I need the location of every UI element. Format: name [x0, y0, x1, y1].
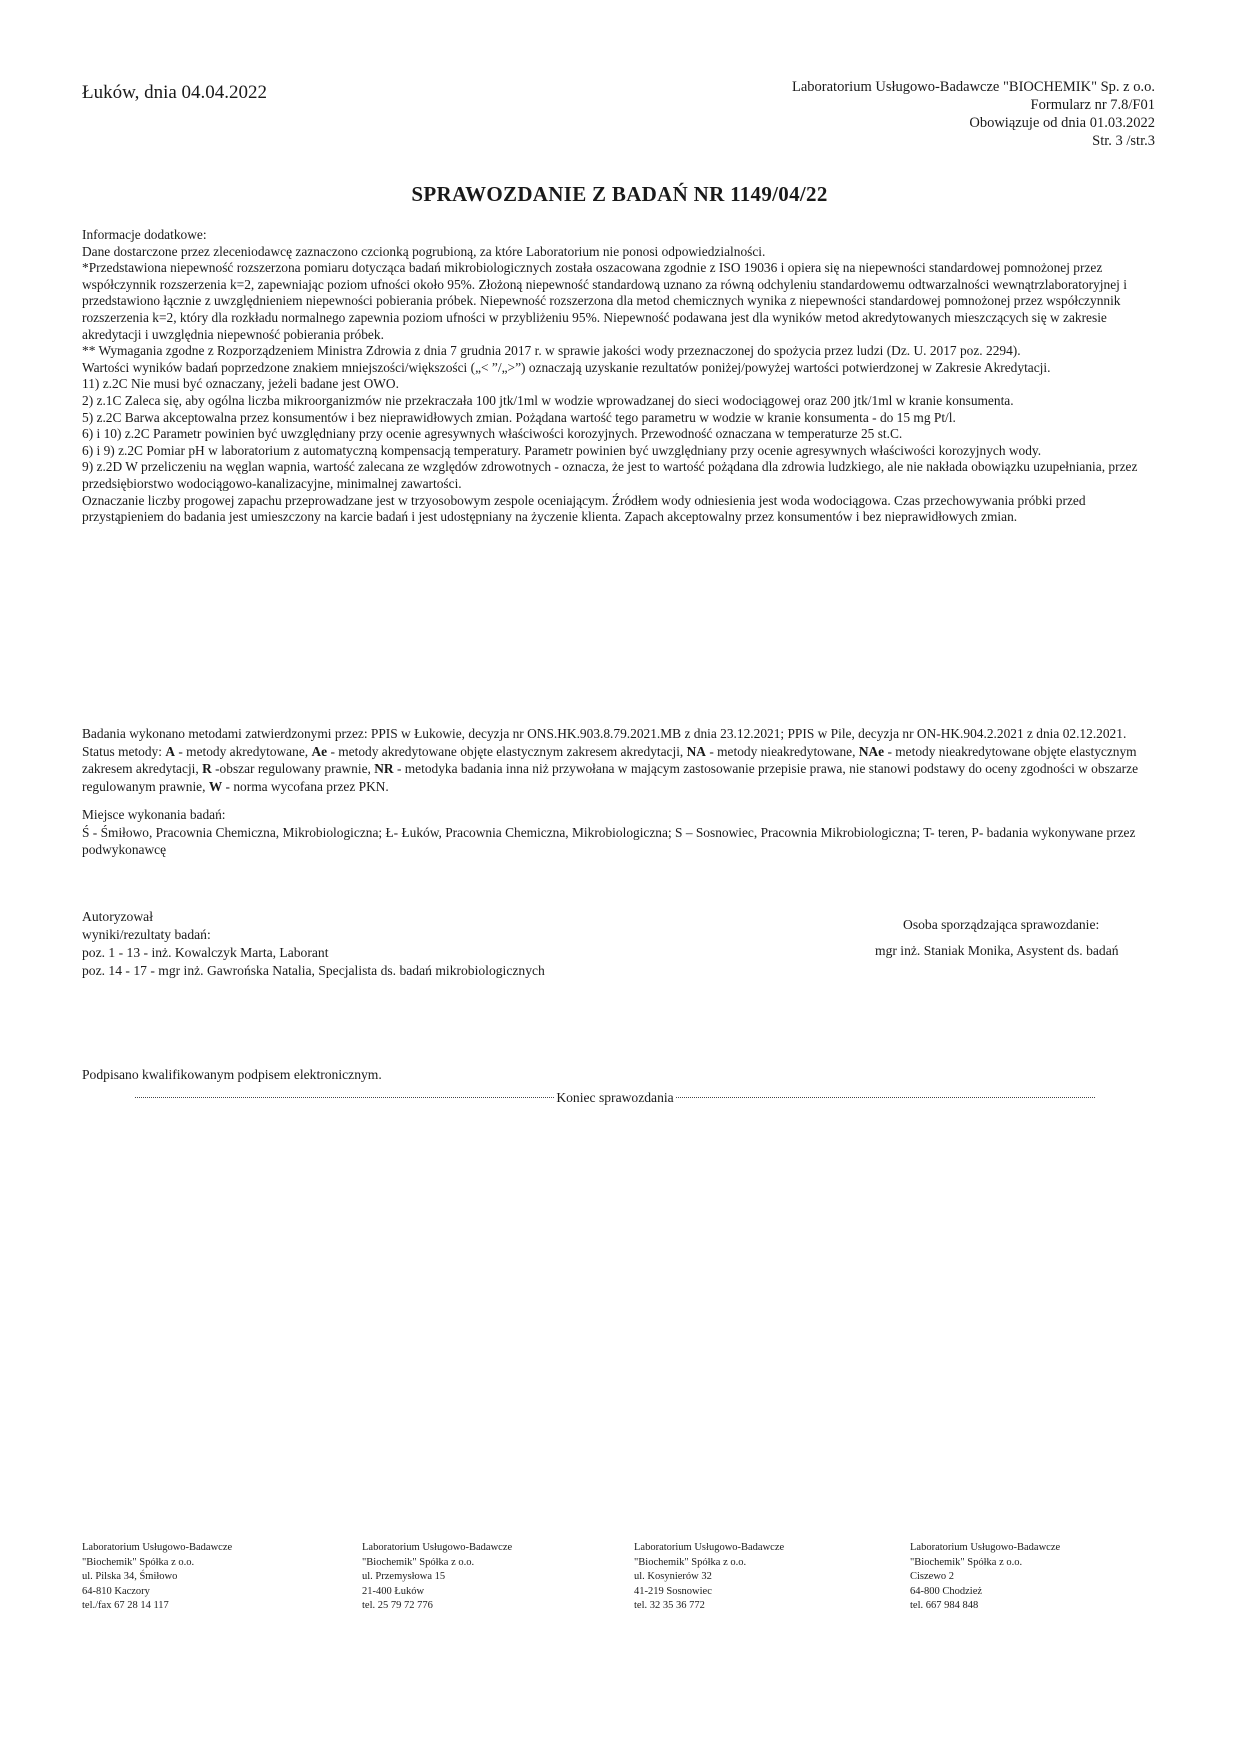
report-title: SPRAWOZDANIE Z BADAŃ NR 1149/04/22: [411, 182, 828, 206]
test-location-heading: Miejsce wykonania badań:: [82, 807, 226, 822]
status-code: Ae: [311, 743, 328, 759]
status-code: NR: [374, 761, 394, 776]
note-item: 2) z.1C Zaleca się, aby ogólna liczba mikroorganizmów nie przekraczała 100 jtk/1ml w wodzie wprowadzanej do sieci wodociągowej oraz 200 jtk/1ml w kranie konsumenta.: [82, 392, 1014, 408]
footer-address-lukow: [362, 1541, 592, 1614]
status-desc: - metody nieakredytowane,: [705, 743, 859, 759]
footer-line: "Biochemik" Spółka z o.o.: [634, 1556, 747, 1568]
valid-from: Obowiązuje od dnia 01.03.2022: [969, 115, 1155, 131]
note-item: 6) i 10) z.2C Parametr powinien być uwzględniany przy ocenie agresywnych właściwości korozyjnych. Przewodność oznaczana w temperaturze 25 st.C.: [82, 426, 903, 442]
authorizer-1: poz. 1 - 13 - inż. Kowalczyk Marta, Laborant: [82, 945, 329, 960]
author-label: Osoba sporządzająca sprawozdanie:: [903, 917, 1100, 932]
test-location-section: [82, 806, 1182, 859]
form-number: Formularz nr 7.8/F01: [1030, 97, 1155, 113]
authorized-label: Autoryzował: [82, 909, 153, 924]
status-code: NAe: [858, 743, 885, 759]
authorization-section: [82, 908, 562, 980]
footer-line: Ciszewo 2: [910, 1571, 955, 1582]
info-heading: Informacje dodatkowe:: [82, 227, 207, 242]
footer-line: Laboratorium Usługowo-Badawcze: [910, 1542, 1061, 1553]
status-desc: - metody akredytowane,: [175, 743, 312, 759]
limits-paragraph: Wartości wyników badań poprzedzone znakiem mniejszości/większości („< ”/„>”) oznaczają uzyskanie rezultatów poniżej/powyżej wartości potwierdzonej w Zakresie Akredytacji.: [82, 359, 1051, 375]
place-date: Łuków, dnia 04.04.2022: [82, 82, 268, 103]
signature-note: Podpisano kwalifikowanym podpisem elektronicznym.: [82, 1067, 382, 1082]
authorizer-2: poz. 14 - 17 - mgr inż. Gawrońska Natalia, Specjalista ds. badań mikrobiologicznych: [82, 963, 545, 978]
dotted-leader: [135, 1097, 554, 1098]
status-desc: - metody akredytowane objęte elastycznym zakresem akredytacji,: [327, 743, 687, 759]
status-desc: -obszar regulowany prawnie,: [211, 761, 375, 776]
note-item: 11) z.2C Nie musi być oznaczany, jeżeli badane jest OWO.: [82, 376, 399, 392]
footer-line: tel. 32 35 36 772: [634, 1600, 705, 1611]
status-desc: - metodyka badania inna niż przywołana w mającym zastosowanie przepisie prawa, nie stanowi podstawy do oceny zgodności w obszarze regulowanym prawnie,: [82, 761, 1139, 794]
note-item: 5) z.2C Barwa akceptowalna przez konsumentów i bez nieprawidłowych zmian. Pożądana wartość tego parametru w wodzie w kranie konsumenta - do 15 mg Pt/l.: [82, 409, 956, 425]
footer-line: tel./fax 67 28 14 117: [82, 1600, 169, 1611]
odor-paragraph: Oznaczanie liczby progowej zapachu przeprowadzane jest w trzyosobowym zespole oceniającym. Źródłem wody odniesienia jest woda wodociągowa. Czas przechowywania próbki przed przystąpieniem do badania jest umieszczony na karcie badań i jest udostępniany na życzenie klienta. Zapach akceptowalny przez konsumentów i bez nieprawidłowych zmian.: [82, 492, 1086, 525]
authorized-label-2: wyniki/rezultaty badań:: [82, 927, 211, 942]
status-code: R: [202, 761, 212, 776]
footer-line: 64-810 Kaczory: [82, 1585, 150, 1597]
footer-line: "Biochemik" Spółka z o.o.: [362, 1556, 475, 1568]
footer-line: ul. Kosynierów 32: [634, 1571, 712, 1582]
footer-address-sosnowiec: [634, 1541, 864, 1614]
test-location-text: Ś - Śmiłowo, Pracownia Chemiczna, Mikrobiologiczna; Ł- Łuków, Pracownia Chemiczna, Mikrobiologiczna; S – Sosnowiec, Pracownia Mikrobiologiczna; T- teren, P- badania wykonywane przez podwykonawcę: [82, 824, 1136, 857]
form-header: [792, 78, 1155, 150]
lab-name: Laboratorium Usługowo-Badawcze "BIOCHEMIK" Sp. z o.o.: [792, 79, 1155, 95]
author-name: mgr inż. Staniak Monika, Asystent ds. badań: [875, 943, 1119, 958]
footer-line: ul. Przemysłowa 15: [362, 1571, 446, 1582]
footer-line: Laboratorium Usługowo-Badawcze: [634, 1542, 785, 1553]
status-code: W: [208, 778, 223, 794]
footer-line: "Biochemik" Spółka z o.o.: [82, 1556, 195, 1568]
footer-line: 21-400 Łuków: [362, 1585, 425, 1597]
footer-address-chodziez: [910, 1541, 1140, 1614]
report-end-text: Koniec sprawozdania: [556, 1090, 674, 1105]
regulation-paragraph: ** Wymagania zgodne z Rozporządzeniem Ministra Zdrowia z dnia 7 grudnia 2017 r. w sprawie jakości wody przeznaczonej do spożycia przez ludzi (Dz. U. 2017 poz. 2294).: [82, 343, 1021, 359]
uncertainty-paragraph: *Przedstawiona niepewność rozszerzona pomiaru dotycząca badań mikrobiologicznych została oszacowana zgodnie z ISO 19036 i opiera się na niepewności standardowej pomnożonej przez współczynnik rozszerzenia k=2, zapewniając poziom ufności około 95%. Złożoną niepewność standardową uznano za równą odchyleniu standardowemu odtwarzalności wewnątrzlaboratoryjnej i przedstawiono łącznie z uwzględnieniem niepewności pobierania próbek. Niepewność rozszerzona dla metod chemicznych wynika z niepewności standardowej pomnożonej przez współczynnik rozszerzenia k=2, który dla rozkładu normalnego zapewnia poziom ufności w przybliżeniu 95%. Niepewność podawana jest dla wyników metod akredytowanych mieszczących się w zakresie akredytacji i uwzględnia niepewność pobierania próbek.: [82, 260, 1127, 342]
report-author-section: [875, 912, 1165, 964]
footer-line: 64-800 Chodzież: [910, 1585, 983, 1597]
footer-line: tel. 667 984 848: [910, 1600, 979, 1611]
footer-line: Laboratorium Usługowo-Badawcze: [362, 1542, 513, 1553]
status-desc: - norma wycofana przez PKN.: [222, 778, 389, 794]
status-desc: - metody nieakredytowane objęte elastycznym zakresem akredytacji,: [82, 743, 1137, 776]
status-code: NA: [686, 743, 706, 759]
additional-info: [82, 227, 1162, 526]
report-end-line: [135, 1090, 1095, 1106]
dotted-leader: [676, 1097, 1095, 1098]
methods-approval: Badania wykonano metodami zatwierdzonymi przez: PPIS w Łukowie, decyzja nr ONS.HK.903.8.79.2021.MB z dnia 23.12.2021; PPIS w Pile, decyzja nr ON-HK.904.2.2021 z dnia 02.12.2021.: [82, 726, 1127, 741]
methods-section: [82, 725, 1172, 795]
footer-line: 41-219 Sosnowiec: [634, 1585, 712, 1597]
info-paragraph: Dane dostarczone przez zleceniodawcę zaznaczono czcionką pogrubioną, za które Laboratorium nie ponosi odpowiedzialności.: [82, 243, 766, 259]
status-code: A: [165, 743, 175, 759]
footer-line: ul. Pilska 34, Śmiłowo: [82, 1571, 178, 1582]
footer-line: tel. 25 79 72 776: [362, 1600, 433, 1611]
note-item: 6) i 9) z.2C Pomiar pH w laboratorium z automatyczną kompensacją temperatury. Parametr powinien być uwzględniany przy ocenie agresywnych właściwości korozyjnych wody.: [82, 442, 1042, 458]
method-status: [82, 743, 1172, 796]
note-item: 9) z.2D W przeliczeniu na węglan wapnia, wartość zalecana ze względów zdrowotnych - oznacza, że jest to wartość pożądana dla zdrowia ludzkiego, ale nie nakłada obowiązku uzupełniania, przez przedsiębiorstwo wodociągowo-kanalizacyjne, minimalnej zawartości.: [82, 459, 1138, 491]
status-intro: Status metody:: [82, 743, 166, 759]
footer-address-smilowo: [82, 1541, 312, 1614]
footer-line: "Biochemik" Spółka z o.o.: [910, 1556, 1023, 1568]
page-number: Str. 3 /str.3: [1092, 133, 1155, 149]
footer-line: Laboratorium Usługowo-Badawcze: [82, 1542, 233, 1553]
